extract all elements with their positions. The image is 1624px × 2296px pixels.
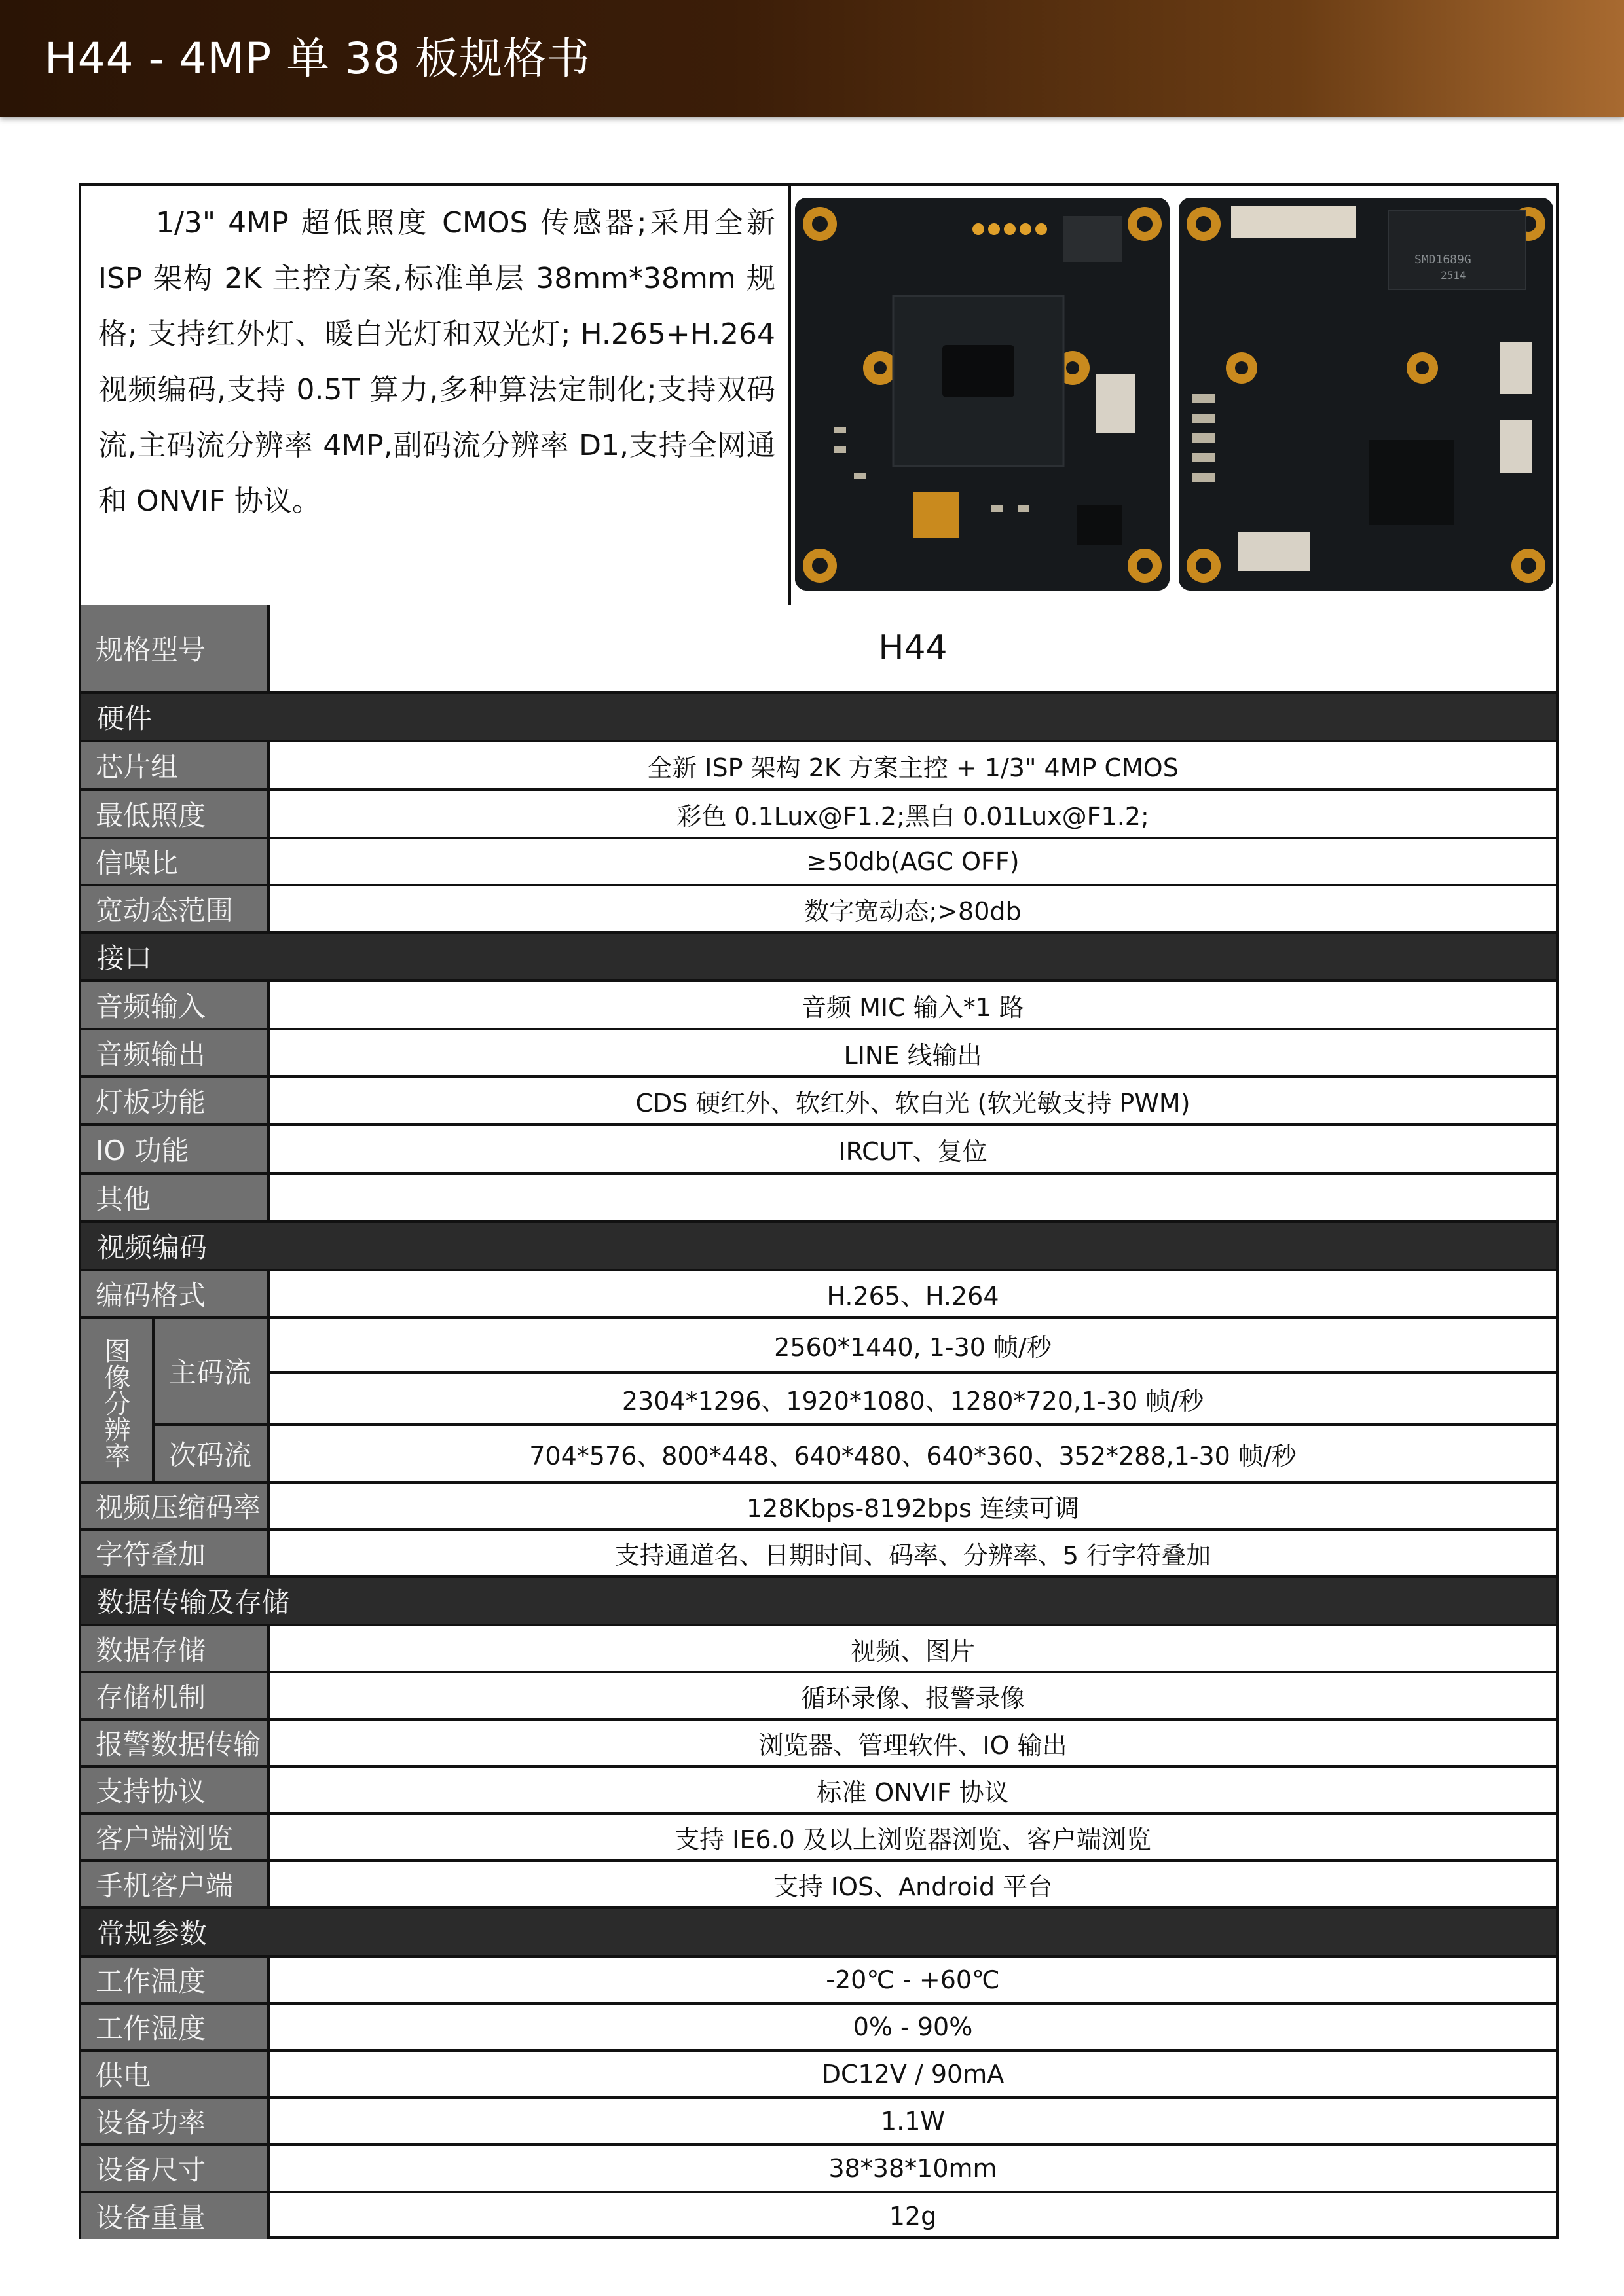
row-value: 支持 IOS、Android 平台	[773, 1872, 1053, 1901]
row-label: 报警数据传输	[81, 1721, 270, 1765]
sub-stream-value: 704*576、800*448、640*480、640*360、352*288,1-30 帧/秒	[529, 1441, 1297, 1470]
row-value: 浏览器、管理软件、IO 输出	[758, 1730, 1067, 1760]
row-value: 视频、图片	[850, 1636, 975, 1666]
table-row	[81, 1958, 1556, 2005]
row-value	[270, 1175, 1556, 1220]
section-interface	[81, 934, 1556, 982]
table-row	[81, 1531, 1556, 1578]
table-row	[81, 1815, 1556, 1862]
row-label: 客户端浏览	[81, 1815, 270, 1859]
row-label: 设备重量	[81, 2193, 270, 2239]
row-value: 标准 ONVIF 协议	[817, 1777, 1009, 1807]
row-value: CDS 硬红外、软红外、软白光 (软光敏支持 PWM)	[635, 1088, 1190, 1118]
pcb-back-image	[1179, 198, 1553, 591]
row-label: 供电	[81, 2052, 270, 2096]
table-row	[81, 839, 1556, 886]
section-video	[81, 1223, 1556, 1271]
chip-marking: SMD1689G	[1414, 253, 1471, 266]
row-label: 设备尺寸	[81, 2146, 270, 2191]
header-banner	[0, 0, 1624, 117]
row-label: 芯片组	[81, 742, 270, 788]
main-stream-value-1: 2560*1440, 1-30 帧/秒	[270, 1319, 1556, 1374]
row-label: 设备功率	[81, 2099, 270, 2143]
section-general	[81, 1909, 1556, 1958]
row-value: IRCUT、复位	[838, 1137, 987, 1166]
row-label: 视频压缩码率	[81, 1484, 270, 1528]
chip-code: 2514	[1441, 269, 1466, 282]
row-value: 128Kbps-8192bps 连续可调	[746, 1493, 1080, 1523]
table-row	[81, 1126, 1556, 1175]
row-label: 其他	[81, 1175, 270, 1220]
table-row	[81, 1484, 1556, 1531]
row-value: 支持 IE6.0 及以上浏览器浏览、客户端浏览	[674, 1825, 1151, 1854]
table-row	[81, 791, 1556, 839]
table-row	[81, 1271, 1556, 1319]
table-row	[81, 1862, 1556, 1909]
table-row	[81, 1030, 1556, 1078]
row-value: -20℃ - +60℃	[826, 1965, 1000, 1994]
row-value: 音频 MIC 输入*1 路	[802, 993, 1024, 1022]
spec-table	[81, 605, 1556, 2239]
main-stream-value-2: 2304*1296、1920*1080、1280*720,1-30 帧/秒	[270, 1374, 1556, 1426]
table-row	[81, 1175, 1556, 1223]
row-label: 音频输出	[81, 1030, 270, 1075]
model-label: 规格型号	[81, 605, 270, 691]
table-row	[81, 2099, 1556, 2146]
section-label: 常规参数	[97, 1918, 208, 1950]
table-row	[81, 2005, 1556, 2052]
row-value: 1.1W	[880, 2107, 945, 2136]
row-value: 38*38*10mm	[828, 2154, 997, 2183]
table-row	[81, 1626, 1556, 1673]
section-hardware	[81, 694, 1556, 742]
table-row	[81, 2052, 1556, 2099]
resolution-group	[81, 1319, 1556, 1484]
row-label: 宽动态范围	[81, 886, 270, 931]
row-label: 最低照度	[81, 791, 270, 837]
row-label: 编码格式	[81, 1271, 270, 1316]
table-row	[81, 1721, 1556, 1768]
intro-text: 1/3" 4MP 超低照度 CMOS 传感器;采用全新 ISP 架构 2K 主控方案,标准单层 38mm*38mm 规格; 支持红外灯、暖白光灯和双光灯; H.265+H.264 视频编码,支持 0.5T 算力,多种算法定制化;支持双码流,主码流分辨率 4MP,副码流分辨率 D1,支持全网通和 ONVIF 协议。	[98, 206, 775, 518]
spec-sheet	[79, 183, 1559, 2239]
row-value: 彩色 0.1Lux@F1.2;黑白 0.01Lux@F1.2;	[676, 801, 1149, 831]
resolution-label: 图像分辨率	[81, 1319, 155, 1481]
row-label: 工作湿度	[81, 2005, 270, 2049]
row-value: DC12V / 90mA	[821, 2060, 1005, 2088]
row-label: 音频输入	[81, 982, 270, 1028]
row-value: ≥50db(AGC OFF)	[806, 847, 1020, 876]
pcb-front-image	[795, 198, 1170, 591]
model-row	[81, 605, 1556, 694]
row-value: 支持通道名、日期时间、码率、分辨率、5 行字符叠加	[614, 1540, 1211, 1570]
section-storage	[81, 1578, 1556, 1626]
table-row	[81, 2193, 1556, 2239]
intro-cell	[81, 186, 791, 605]
page-title: H44 - 4MP 单 38 板规格书	[45, 33, 591, 84]
row-value: 数字宽动态;>80db	[804, 896, 1022, 926]
row-label: 信噪比	[81, 839, 270, 884]
section-label: 视频编码	[97, 1231, 208, 1264]
sub-stream-label: 次码流	[169, 1439, 252, 1471]
table-row	[81, 982, 1556, 1030]
main-stream-label: 主码流	[155, 1319, 267, 1426]
resolution-label-block	[81, 1319, 270, 1481]
table-row	[81, 742, 1556, 791]
row-label: 字符叠加	[81, 1531, 270, 1575]
table-row	[81, 886, 1556, 934]
row-label: IO 功能	[81, 1126, 270, 1172]
section-label: 硬件	[97, 702, 153, 735]
table-row	[81, 1768, 1556, 1815]
model-value: H44	[878, 629, 948, 668]
row-label: 支持协议	[81, 1768, 270, 1812]
table-row	[81, 2146, 1556, 2193]
board-photos	[795, 198, 1553, 591]
row-label: 数据存储	[81, 1626, 270, 1671]
row-value: 全新 ISP 架构 2K 方案主控 + 1/3" 4MP CMOS	[647, 753, 1179, 782]
table-row	[81, 1673, 1556, 1721]
section-label: 数据传输及存储	[97, 1586, 290, 1618]
row-label: 工作温度	[81, 1958, 270, 2002]
row-label: 存储机制	[81, 1673, 270, 1718]
row-value: 循环录像、报警录像	[800, 1683, 1025, 1713]
row-label: 灯板功能	[81, 1078, 270, 1123]
row-label: 手机客户端	[81, 1862, 270, 1906]
table-row	[81, 1078, 1556, 1126]
row-value: H.265、H.264	[826, 1281, 999, 1311]
row-value: LINE 线输出	[843, 1040, 982, 1070]
section-label: 接口	[97, 942, 153, 974]
row-value: 12g	[889, 2202, 937, 2231]
row-value: 0% - 90%	[853, 2013, 973, 2041]
